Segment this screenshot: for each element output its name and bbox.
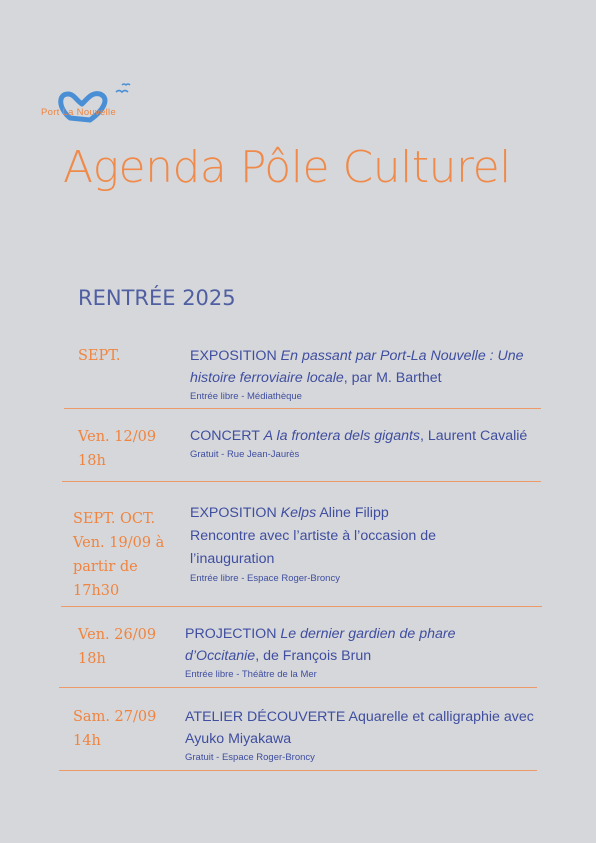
event-time-line: 14h: [73, 733, 101, 749]
divider: [59, 687, 537, 688]
divider: [59, 770, 537, 771]
page-subtitle: RENTRÉE 2025: [78, 286, 236, 310]
event-date-line: Ven. 26/09: [78, 627, 157, 643]
event-details: [190, 345, 550, 404]
event-title-line: histoire ferroviaire locale: [190, 370, 344, 386]
event-date: [78, 623, 156, 671]
event-date-line: Ven. 12/09: [78, 429, 157, 445]
event-type: CONCERT: [190, 428, 260, 444]
event-time-line: 18h: [78, 453, 106, 469]
event-time-line: 17h30: [73, 583, 120, 599]
event-info: Gratuit - Rue Jean-Jaurès: [190, 449, 300, 460]
event-author: , Laurent Cavalié: [420, 428, 528, 444]
event-author: , par M. Barthet: [343, 370, 442, 386]
event-details: [190, 425, 570, 462]
event-date-line: Ven. 19/09 à: [73, 535, 165, 551]
event-title: Kelps: [280, 505, 317, 521]
event-date-line: partir de: [73, 559, 138, 575]
logo-text: Port La Nouvelle: [41, 107, 117, 118]
divider: [64, 408, 541, 409]
event-title-line: En passant par Port-La Nouvelle : Une: [280, 348, 524, 364]
event-type: EXPOSITION: [190, 348, 277, 364]
event-date: [73, 507, 164, 603]
event-info: Entrée libre - Espace Roger-Broncy: [190, 573, 340, 584]
heart-logo-icon: [38, 80, 148, 128]
event-type: ATELIER DÉCOUVERTE: [185, 709, 346, 725]
event-note-line: Rencontre avec l’artiste à l’occasion de: [190, 528, 437, 544]
event-author: , de François Brun: [255, 648, 372, 664]
event-date: [78, 425, 156, 473]
divider: [62, 481, 541, 482]
event-title-line: d’Occitanie: [185, 648, 256, 664]
event-date: [73, 705, 156, 753]
event-date-line: SEPT. OCT.: [73, 511, 156, 527]
event-info: Gratuit - Espace Roger-Broncy: [185, 752, 315, 763]
event-type: EXPOSITION: [190, 505, 277, 521]
event-date-line: Sam. 27/09: [73, 709, 157, 725]
event-note-line: l’inauguration: [190, 551, 275, 567]
divider: [61, 606, 542, 607]
event-title-line: Aquarelle et calligraphie avec: [348, 709, 534, 725]
event-details: [185, 706, 555, 765]
event-time-line: 18h: [78, 651, 106, 667]
event-date-line: SEPT.: [78, 348, 121, 364]
event-author: Aline Filipp: [316, 505, 389, 521]
event-details: [190, 502, 550, 586]
event-details: [185, 623, 545, 682]
event-title: A la frontera dels gigants: [263, 428, 421, 444]
page-title: Agenda Pôle Culturel: [63, 142, 511, 193]
logo: [38, 80, 148, 128]
event-info: Entrée libre - Théâtre de la Mer: [185, 669, 317, 680]
event-title-line: Ayuko Miyakawa: [185, 731, 292, 747]
event-type: PROJECTION: [185, 626, 277, 642]
event-title-line: Le dernier gardien de phare: [280, 626, 456, 642]
event-info: Entrée libre - Médiathèque: [190, 391, 302, 402]
event-date: [78, 344, 120, 368]
